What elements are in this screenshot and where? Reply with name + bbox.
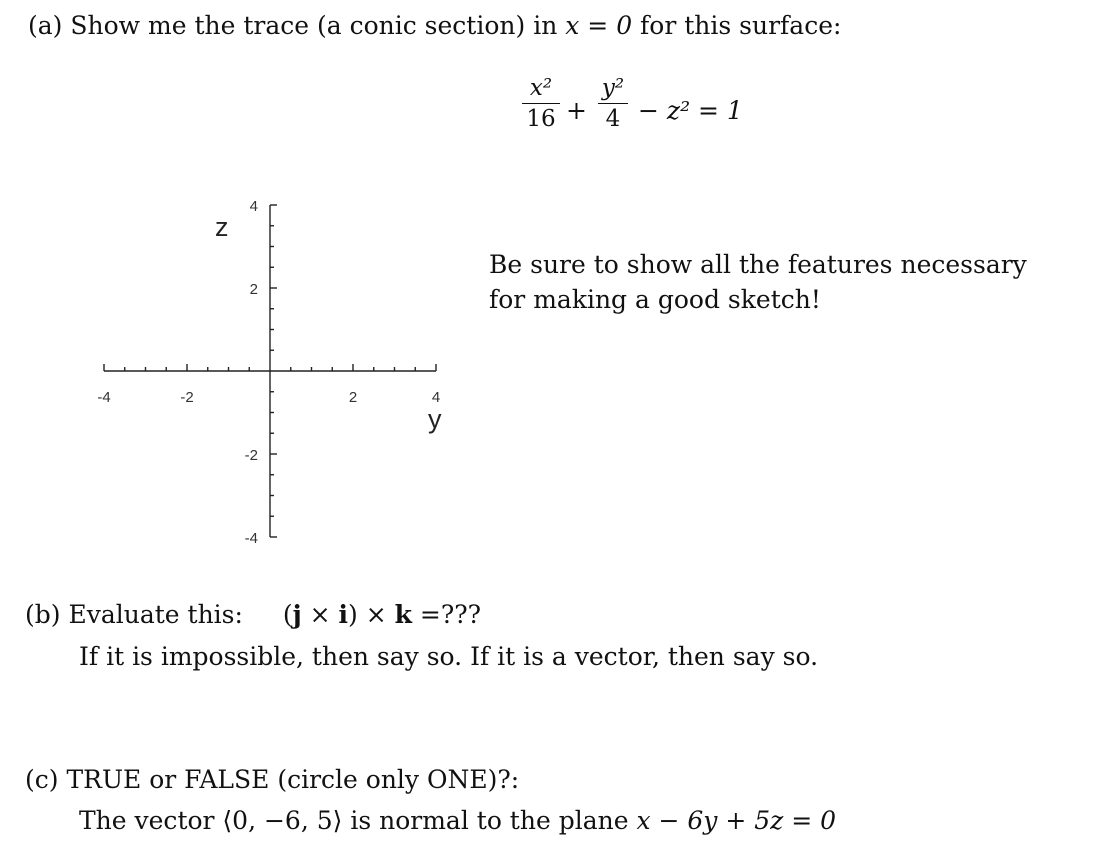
part-c-line1 (25, 765, 519, 795)
expr-times1: × (301, 600, 339, 629)
y-axis-tick-label: 2 (348, 389, 358, 406)
sketch-note-line2: for making a good sketch! (489, 285, 821, 314)
z-axis-tick-label: -2 (244, 447, 258, 464)
z-axis-label: z (215, 212, 229, 242)
part-a-prompt-prefix: Show me the trace (a conic section) in (70, 11, 566, 40)
sketch-note-line1: Be sure to show all the features necessary (489, 250, 1027, 279)
equation-plus: + (566, 96, 587, 125)
part-a-label: (a) (28, 11, 63, 40)
equation-frac2-bar (598, 103, 628, 104)
equation-fraction-x (522, 74, 560, 132)
part-a-prompt-suffix: for this surface: (632, 11, 842, 40)
part-c-line2-prefix: The vector ⟨0, −6, 5⟩ is normal to the plane (79, 806, 637, 835)
z-axis-tick-label: 4 (249, 198, 258, 215)
trace-axes (80, 180, 540, 560)
y-axis-tick-label: -4 (97, 389, 111, 406)
part-c-line1-text: TRUE or FALSE (circle only ONE)?: (66, 765, 520, 794)
part-b-label: (b) (25, 600, 61, 629)
part-c-line2 (79, 806, 836, 836)
part-c-label: (c) (25, 765, 59, 794)
part-a-prompt-math: x = 0 (565, 11, 633, 40)
equation-rest: − z² = 1 (638, 96, 743, 125)
equation-frac2-numerator: y² (601, 75, 625, 101)
equation-frac1-bar (522, 103, 560, 104)
expr-j: j (292, 600, 302, 629)
y-axis-tick-label: -2 (180, 389, 194, 406)
expr-close: ) (348, 600, 358, 629)
equation-fraction-y (598, 74, 628, 132)
part-c-line2-math: x − 6y + 5z = 0 (636, 806, 837, 835)
equation-frac1-numerator: x² (529, 75, 553, 101)
expr-i: i (338, 600, 348, 629)
part-b-line2: If it is impossible, then say so. If it is a vector, then say so. (79, 642, 819, 671)
expr-times2: × (357, 600, 395, 629)
y-axis-tick-label: 4 (431, 389, 441, 406)
expr-end: =??? (411, 600, 482, 629)
z-axis-tick-label: -4 (244, 530, 258, 547)
y-axis-label: y (428, 404, 442, 434)
z-axis-tick-label: 2 (249, 281, 258, 298)
equation-frac1-denominator: 16 (526, 106, 556, 132)
part-b-text: Evaluate this: (68, 600, 243, 629)
part-b-line1 (25, 600, 481, 630)
part-a-heading (28, 11, 841, 41)
equation-frac2-denominator: 4 (605, 106, 621, 132)
expr-open: ( (282, 600, 293, 629)
expr-k: k (394, 600, 412, 629)
